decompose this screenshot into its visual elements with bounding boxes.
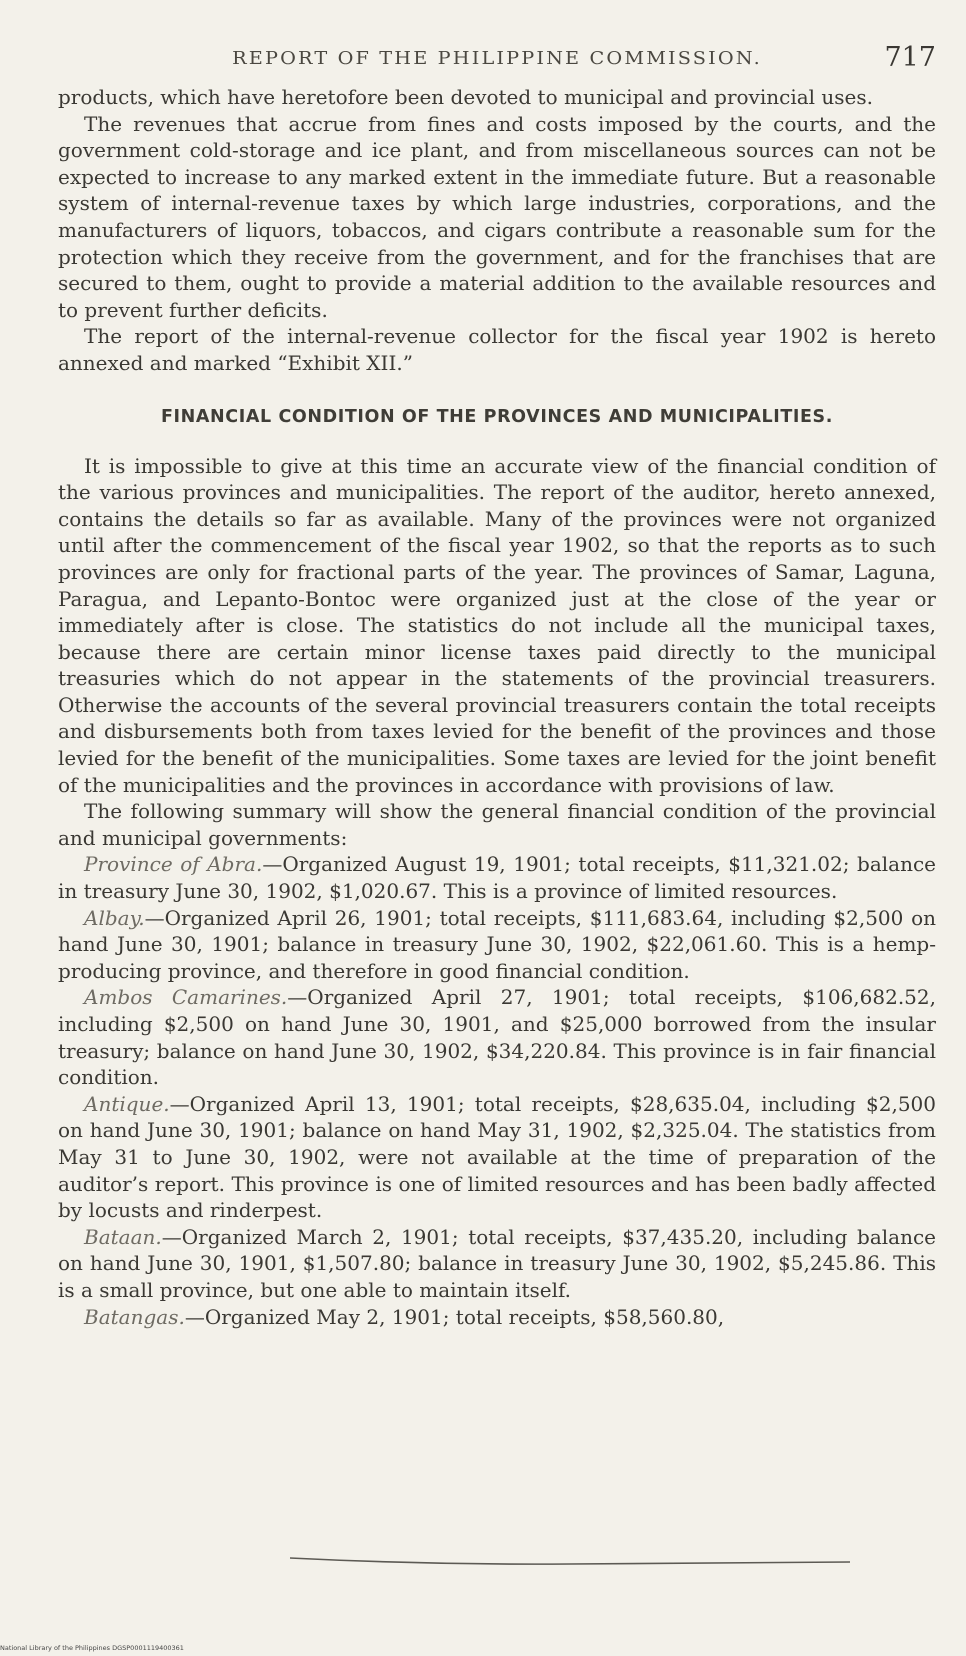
province-name: Ambos Camarines. — [84, 985, 288, 1010]
document-page — [58, 40, 936, 1640]
province-details: —Organized August 19, 1901; total receipts, $11,321.02; balance in treasury June 30, 1902, $1,020.67. This is a province of limited resources. — [58, 852, 936, 904]
province-entry-batangas — [58, 1304, 936, 1331]
province-entry-ambos-camarines — [58, 984, 936, 1090]
province-name: Batangas. — [84, 1304, 185, 1329]
province-details: —Organized April 13, 1901; total receipts, $28,635.04, including $2,500 on hand June 30, 1901; balance on hand May 31, 1902, $2,325.04. The statistics from May 31 to June 30, 1902, were not available at the time of preparation of the auditor’s report. This province is one of limited resources and has been badly affected by locusts and rinderpest. — [58, 1091, 936, 1223]
province-entry-abra — [58, 851, 936, 904]
tail-rule-stroke — [290, 1558, 850, 1564]
archive-footer: National Library of the Philippines DGSP0001119400361 — [0, 1644, 184, 1652]
page-number: 717 — [884, 42, 936, 73]
running-head — [58, 40, 936, 84]
paragraph-financial-view: It is impossible to give at this time an accurate view of the financial condition of the various provinces and municipalities. The report of the auditor, hereto annexed, contains the details so far as available. Many of the provinces were not organized until after the commencement of the fiscal year 1902, so that the reports as to such provinces are only for fractional parts of the year. The provinces of Samar, Laguna, Paragua, and Lepanto-Bontoc were organized just at the close of the year or immediately after is close. The statistics do not include all the municipal taxes, because there are certain minor license taxes paid directly to the municipal treasuries which do not appear in the statements of the provincial treasurers. Otherwise the accounts of the several provincial treasurers contain the total receipts and disbursements both from taxes levied for the benefit of the provinces and those levied for the benefit of the municipalities. Some taxes are levied for the joint benefit of the municipalities and the provinces in accordance with provisions of law. — [58, 453, 936, 797]
province-details: —Organized April 27, 1901; total receipts, $106,682.52, including $2,500 on hand June 30, 1901, and $25,000 borrowed from the insular treasury; balance on hand June 30, 1902, $34,220.84. This province is in fair financial condition. — [58, 985, 936, 1090]
running-title: REPORT OF THE PHILIPPINE COMMISSION. — [232, 48, 762, 69]
province-details: —Organized March 2, 1901; total receipts, $37,435.20, including balance on hand June 30, 1901, $1,507.80; balance in treasury June 30, 1902, $5,245.86. This is a small province, but one able to maintain itself. — [58, 1224, 936, 1302]
section-heading: FINANCIAL CONDITION OF THE PROVINCES AND MUNICIPALITIES. — [161, 406, 833, 427]
paragraph-revenues: The revenues that accrue from fines and costs imposed by the courts, and the government cold-storage and ice plant, and from miscellaneous sources can not be expected to increase to any marked extent in the immediate future. But a reasonable system of internal-revenue taxes by which large industries, corporations, and the manufacturers of liquors, tobaccos, and cigars contribute a reasonable sum for the protection which they receive from the government, and for the franchises that are secured to them, ought to provide a material addition to the available resources and to prevent further deficits. — [58, 111, 936, 322]
province-details: —Organized May 2, 1901; total receipts, $58,560.80, — [184, 1304, 725, 1329]
province-name: Antique. — [84, 1091, 170, 1116]
province-details: —Organized April 26, 1901; total receipts, $111,683.64, including $2,500 on hand June 30, 1901; balance in treasury June 30, 1902, $22,061.60. This is a hemp-producing province, and therefore in good financial condition. — [58, 905, 936, 983]
province-name: Bataan. — [84, 1224, 162, 1249]
body-text — [58, 84, 936, 1330]
province-entry-bataan — [58, 1224, 936, 1304]
province-name: Albay. — [84, 905, 145, 930]
province-name: Province of Abra. — [84, 852, 263, 877]
province-entry-antique — [58, 1091, 936, 1224]
paragraph-summary-intro: The following summary will show the general financial condition of the provincial and municipal governments: — [58, 799, 936, 850]
paragraph-exhibit: The report of the internal-revenue collector for the fiscal year 1902 is hereto annexed and marked “Exhibit XII.” — [58, 324, 936, 375]
province-entry-albay — [58, 905, 936, 985]
paragraph-continued: products, which have heretofore been devoted to municipal and provincial uses. — [58, 85, 874, 109]
tail-rule — [290, 1554, 850, 1570]
